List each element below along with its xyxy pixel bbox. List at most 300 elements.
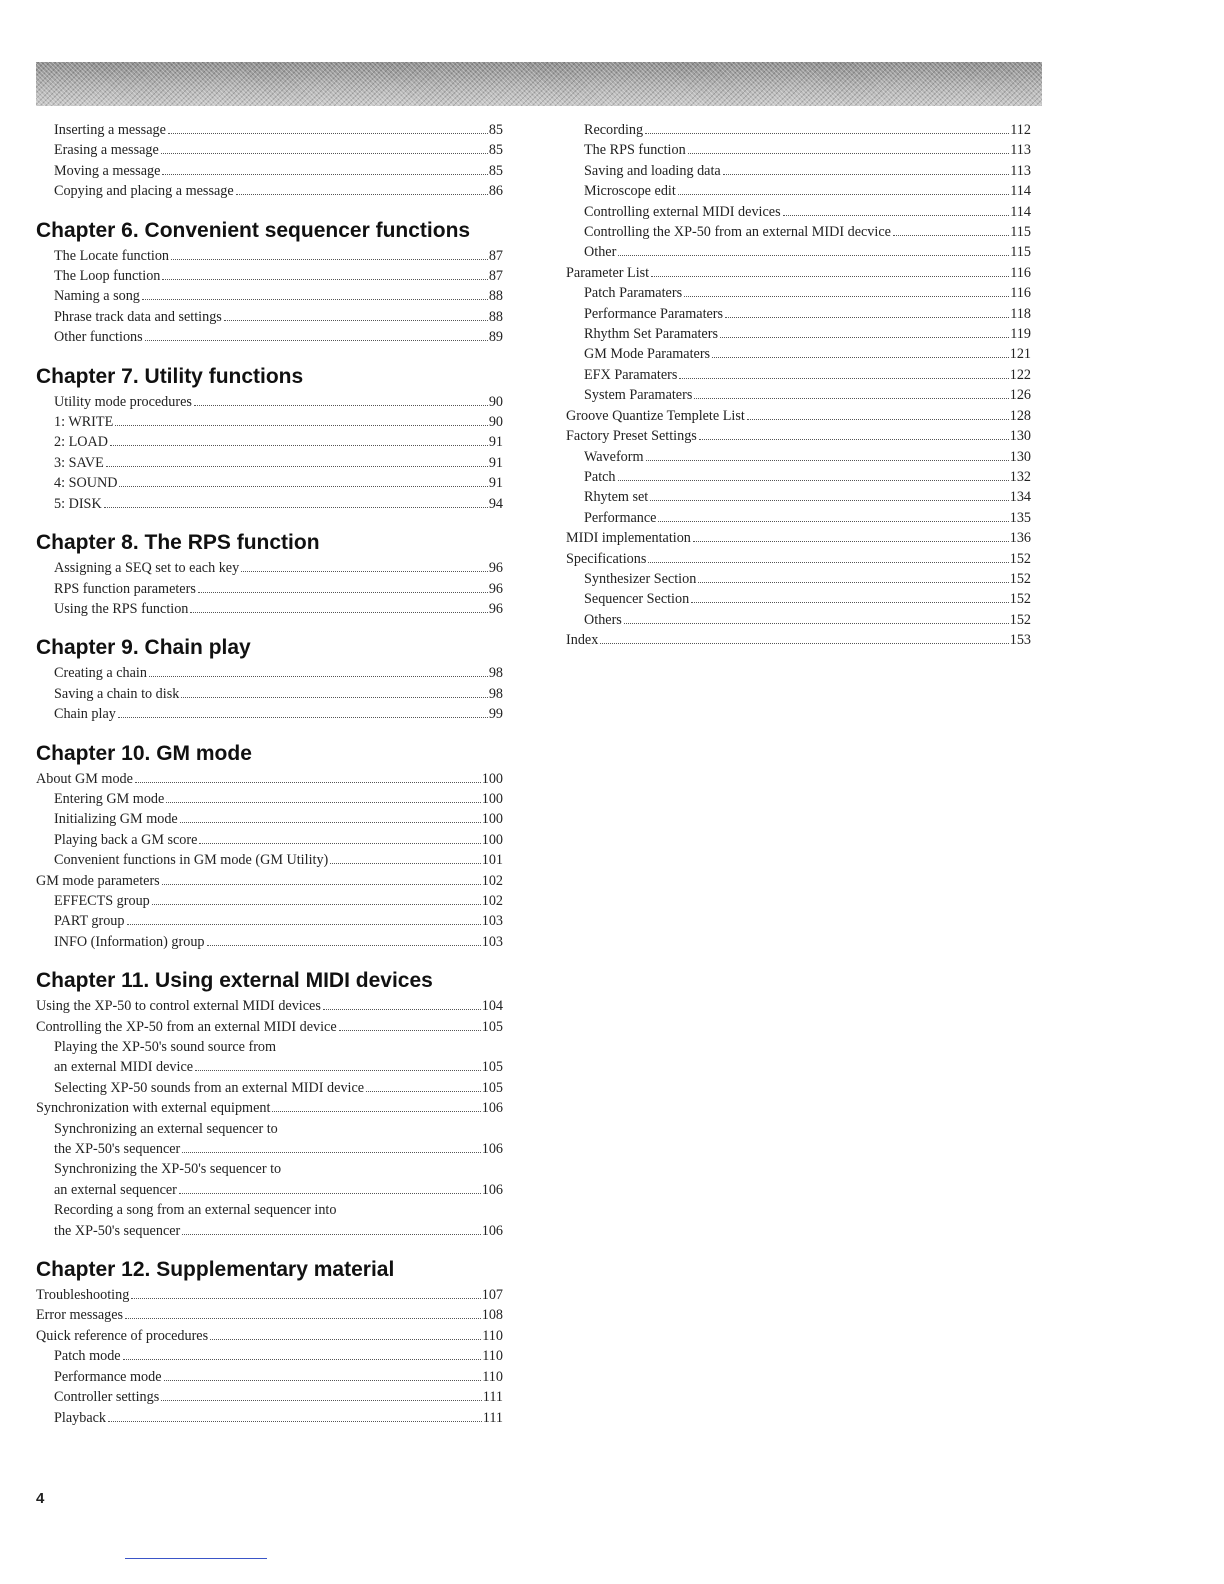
toc-entry-page: 105 [481, 1018, 503, 1035]
toc-entry-title: an external sequencer [54, 1181, 177, 1198]
toc-entry-page: 106 [481, 1181, 503, 1198]
page-number: 4 [36, 1490, 45, 1507]
header-bar [36, 62, 1042, 106]
toc-entry-page: 100 [481, 811, 503, 828]
toc-entry-title: Recording a song from an external sequencer into [54, 1202, 337, 1219]
toc-entry-title: Synchronizing an external sequencer to [54, 1120, 278, 1137]
toc-entry[interactable] [36, 1098, 503, 1118]
toc-entry[interactable] [566, 447, 1031, 467]
dot-leader [180, 822, 481, 823]
dot-leader [190, 612, 487, 613]
toc-entry-title: RPS function parameters [54, 580, 196, 597]
toc-entry[interactable] [566, 630, 1031, 650]
toc-entry[interactable] [36, 1078, 503, 1098]
toc-entry-title: Initializing GM mode [54, 811, 178, 828]
toc-entry-title: Rhythm Set Paramaters [584, 326, 718, 343]
toc-entry-page: 113 [1010, 162, 1031, 179]
toc-entry[interactable] [566, 487, 1031, 507]
toc-entry-page: 96 [488, 560, 503, 577]
toc-entry-title: Synchronizing the XP-50's sequencer to [54, 1161, 282, 1178]
chapter-heading-chapter-6-convenient-sequencer-functions: Chapter 6. Convenient sequencer functions [36, 218, 471, 242]
toc-entry-page: 128 [1009, 407, 1031, 424]
dot-leader [149, 676, 488, 677]
dot-leader [161, 153, 488, 154]
toc-entry-title: Patch Paramaters [584, 285, 683, 302]
dot-leader [330, 863, 480, 864]
toc-entry-title: GM Mode Paramaters [584, 346, 711, 363]
toc-entry[interactable] [36, 769, 503, 789]
toc-entry-page: 106 [481, 1141, 503, 1158]
dot-leader [678, 194, 1009, 195]
dot-leader [142, 299, 488, 300]
dot-leader [236, 194, 488, 195]
dot-leader [241, 571, 488, 572]
toc-entry-title: Playback [54, 1409, 107, 1426]
dot-leader [893, 235, 1009, 236]
toc-entry-page: 94 [488, 495, 503, 512]
toc-entry[interactable] [36, 432, 503, 452]
toc-entry-title: Parameter List [566, 264, 650, 281]
toc-entry-page: 86 [488, 183, 503, 200]
toc-entry-title: Phrase track data and settings [54, 308, 222, 325]
toc-entry-title: About GM mode [36, 770, 133, 787]
toc-entry[interactable] [36, 1367, 503, 1387]
chapter-heading-chapter-7-utility-functions: Chapter 7. Utility functions [36, 364, 304, 388]
dot-leader [166, 802, 480, 803]
toc-entry-title: an external MIDI device [54, 1059, 194, 1076]
toc-entry[interactable] [36, 558, 503, 578]
dot-leader [648, 562, 1008, 563]
dot-leader [712, 357, 1009, 358]
toc-entry-title: Recording [584, 122, 644, 138]
toc-entry[interactable] [36, 181, 503, 201]
dot-leader [131, 1298, 480, 1299]
toc-entry[interactable] [566, 222, 1031, 242]
toc-entry-page: 152 [1009, 611, 1031, 628]
dot-leader [168, 133, 488, 134]
toc-entry[interactable] [566, 344, 1031, 364]
toc-entry-title: the XP-50's sequencer [54, 1222, 181, 1239]
dot-leader [127, 924, 481, 925]
toc-entry[interactable] [36, 1305, 503, 1325]
toc-entry[interactable] [36, 704, 503, 724]
toc-entry-page: 90 [488, 393, 503, 410]
toc-entry-title: Performance [584, 509, 657, 526]
toc-entry-title: Controlling the XP-50 from an external MIDI device [36, 1018, 337, 1035]
toc-entry[interactable] [36, 579, 503, 599]
toc-entry-title: Chain play [54, 706, 116, 723]
toc-entry-page: 101 [481, 852, 503, 869]
toc-entry-page: 112 [1010, 122, 1031, 138]
dot-leader [272, 1111, 480, 1112]
dot-leader [162, 174, 487, 175]
toc-entry-title: EFX Paramaters [584, 366, 678, 383]
toc-entry-title: 4: SOUND [54, 475, 118, 492]
toc-entry-page: 85 [488, 142, 503, 159]
toc-entry-page: 134 [1009, 489, 1031, 506]
toc-entry[interactable] [566, 283, 1031, 303]
toc-entry[interactable] [566, 161, 1031, 181]
toc-entry-page: 90 [488, 414, 503, 431]
dot-leader [618, 255, 1009, 256]
toc-entry[interactable] [36, 1037, 503, 1057]
dot-leader [106, 466, 488, 467]
toc-entry-title: 5: DISK [54, 495, 102, 512]
toc-entry[interactable] [36, 911, 503, 931]
toc-entry-title: Playing the XP-50's sound source from [54, 1039, 277, 1055]
toc-entry-page: 119 [1010, 326, 1031, 343]
dot-leader [181, 697, 488, 698]
toc-entry-page: 88 [488, 288, 503, 305]
toc-entry-title: Using the XP-50 to control external MIDI devices [36, 998, 321, 1015]
toc-entry-title: Controller settings [54, 1389, 160, 1406]
chapter-heading-chapter-9-chain-play: Chapter 9. Chain play [36, 636, 251, 660]
toc-entry-page: 111 [482, 1409, 503, 1426]
toc-entry[interactable] [36, 1159, 503, 1179]
toc-entry[interactable] [36, 473, 503, 493]
dot-leader [161, 1400, 482, 1401]
dot-leader [119, 486, 487, 487]
toc-entry-page: 114 [1010, 203, 1031, 220]
toc-entry-title: Other functions [54, 329, 143, 346]
toc-entry[interactable] [36, 1119, 503, 1139]
toc-entry-page: 88 [488, 308, 503, 325]
toc-entry[interactable] [36, 1326, 503, 1346]
toc-entry-page: 108 [481, 1307, 503, 1324]
toc-entry-title: Using the RPS function [54, 600, 189, 617]
chapter-heading-chapter-8-the-rps-function: Chapter 8. The RPS function [36, 531, 320, 555]
dot-leader [720, 337, 1009, 338]
toc-entry[interactable] [566, 610, 1031, 630]
toc-entry[interactable] [36, 1057, 503, 1077]
toc-entry-page: 87 [488, 268, 503, 285]
chapter-heading-chapter-10-gm-mode: Chapter 10. GM mode [36, 741, 252, 765]
toc-entry-page: 91 [488, 454, 503, 471]
dot-leader [624, 623, 1009, 624]
dot-leader [123, 1359, 482, 1360]
chapter-heading-chapter-12-supplementary-material: Chapter 12. Supplementary material [36, 1258, 395, 1282]
dot-leader [783, 215, 1010, 216]
toc-entry-page: 96 [488, 580, 503, 597]
toc-entry-title: Playing back a GM score [54, 831, 198, 848]
toc-entry-title: Other [584, 244, 617, 261]
toc-entry[interactable] [566, 202, 1031, 222]
toc-entry-page: 113 [1010, 142, 1031, 159]
toc-entry[interactable] [566, 181, 1031, 201]
toc-entry-page: 105 [481, 1079, 503, 1096]
toc-entry[interactable] [36, 1200, 503, 1220]
dot-leader [688, 153, 1010, 154]
toc-entry[interactable] [36, 392, 503, 412]
toc-entry-page: 115 [1010, 244, 1031, 261]
toc-entry[interactable] [566, 263, 1031, 283]
toc-entry[interactable] [36, 684, 503, 704]
dot-leader [645, 133, 1009, 134]
dot-leader [693, 541, 1009, 542]
toc-entry-title: Creating a chain [54, 665, 147, 682]
toc-entry-title: Assigning a SEQ set to each key [54, 560, 240, 577]
toc-entry-title: The Loop function [54, 268, 161, 285]
toc-entry[interactable] [36, 266, 503, 286]
dot-leader [725, 317, 1009, 318]
toc-entry-title: Erasing a message [54, 142, 159, 159]
toc-entry[interactable] [36, 120, 503, 140]
toc-entry-title: Specifications [566, 550, 647, 567]
toc-entry-page: 126 [1009, 387, 1031, 404]
toc-entry-page: 104 [481, 998, 503, 1015]
toc-entry[interactable] [36, 932, 503, 952]
toc-entry-title: the XP-50's sequencer [54, 1141, 181, 1158]
dot-leader [179, 1193, 481, 1194]
dot-leader [658, 521, 1008, 522]
toc-entry[interactable] [36, 286, 503, 306]
dot-leader [108, 1421, 482, 1422]
toc-entry-title: Sequencer Section [584, 591, 690, 608]
toc-entry-page: 102 [481, 892, 503, 909]
toc-entry-page: 153 [1009, 632, 1031, 649]
toc-entry[interactable] [36, 1285, 503, 1305]
toc-entry-title: Naming a song [54, 288, 140, 305]
dot-leader [723, 174, 1010, 175]
toc-entry-title: Performance Paramaters [584, 305, 724, 322]
toc-entry-title: Inserting a message [54, 122, 166, 138]
toc-entry-title: Controlling the XP-50 from an external MIDI decvice [584, 224, 891, 241]
dot-leader [618, 480, 1009, 481]
toc-entry-page: 121 [1009, 346, 1031, 363]
dot-leader [118, 717, 488, 718]
toc-entry[interactable] [36, 663, 503, 683]
dot-leader [182, 1152, 480, 1153]
dot-leader [162, 279, 487, 280]
toc-entry-title: Waveform [584, 448, 644, 465]
toc-entry[interactable] [36, 246, 503, 266]
toc-entry[interactable] [566, 549, 1031, 569]
toc-entry[interactable] [36, 891, 503, 911]
toc-entry-title: Performance mode [54, 1368, 162, 1385]
toc-entry[interactable] [36, 1017, 503, 1037]
toc-entry-page: 102 [481, 872, 503, 889]
dot-leader [747, 419, 1009, 420]
toc-entry[interactable] [566, 242, 1031, 262]
dot-leader [152, 904, 481, 905]
toc-entry-title: Index [566, 632, 599, 649]
toc-left-column [36, 120, 503, 1428]
dot-leader [207, 945, 481, 946]
toc-entry-page: 89 [488, 329, 503, 346]
dot-leader [679, 378, 1008, 379]
toc-entry-page: 132 [1009, 468, 1031, 485]
dot-leader [684, 296, 1009, 297]
dot-leader [125, 1318, 481, 1319]
toc-entry-title: Synthesizer Section [584, 570, 697, 587]
toc-entry-title: Error messages [36, 1307, 124, 1324]
dot-leader [323, 1009, 481, 1010]
toc-entry-page: 152 [1009, 591, 1031, 608]
toc-entry[interactable] [36, 494, 503, 514]
toc-entry-page: 85 [488, 162, 503, 179]
toc-entry-title: Synchronization with external equipment [36, 1100, 271, 1117]
dot-leader [164, 1380, 482, 1381]
toc-entry-title: INFO (Information) group [54, 933, 205, 950]
toc-entry-title: Patch mode [54, 1348, 121, 1365]
toc-entry-title: Quick reference of procedures [36, 1327, 209, 1344]
dot-leader [198, 592, 488, 593]
toc-entry-title: Copying and placing a message [54, 183, 234, 200]
toc-entry-page: 110 [482, 1327, 503, 1344]
toc-entry-page: 99 [488, 706, 503, 723]
toc-entry[interactable] [36, 830, 503, 850]
toc-entry-page: 98 [488, 685, 503, 702]
toc-entry-page: 130 [1009, 428, 1031, 445]
toc-entry-title: Moving a message [54, 162, 161, 179]
toc-entry[interactable] [36, 453, 503, 473]
toc-entry-page: 100 [481, 831, 503, 848]
dot-leader [162, 884, 481, 885]
toc-entry-page: 130 [1009, 448, 1031, 465]
toc-entry-page: 106 [481, 1100, 503, 1117]
toc-entry[interactable] [566, 406, 1031, 426]
dot-leader [651, 276, 1009, 277]
toc-entry-title: GM mode parameters [36, 872, 160, 889]
toc-entry-title: Selecting XP-50 sounds from an external MIDI device [54, 1079, 365, 1096]
toc-entry[interactable] [566, 528, 1031, 548]
toc-entry[interactable] [36, 1139, 503, 1159]
chapter-heading-chapter-11-using-external-midi-devices: Chapter 11. Using external MIDI devices [36, 969, 433, 993]
toc-entry-title: Factory Preset Settings [566, 428, 697, 445]
toc-entry-page: 118 [1010, 305, 1031, 322]
toc-entry-page: 96 [488, 600, 503, 617]
toc-entry-page: 152 [1009, 550, 1031, 567]
dot-leader [646, 460, 1009, 461]
toc-entry-page: 116 [1010, 285, 1031, 302]
toc-entry-page: 136 [1009, 530, 1031, 547]
dot-leader [104, 507, 488, 508]
toc-entry[interactable] [566, 120, 1031, 140]
dot-leader [224, 320, 488, 321]
toc-entry[interactable] [36, 412, 503, 432]
dot-leader [339, 1030, 481, 1031]
toc-entry-title: MIDI implementation [566, 530, 691, 547]
toc-entry[interactable] [36, 809, 503, 829]
toc-entry[interactable] [566, 467, 1031, 487]
toc-entry-title: Utility mode procedures [54, 393, 192, 410]
dot-leader [135, 782, 481, 783]
toc-entry-page: 91 [488, 475, 503, 492]
toc-entry[interactable] [36, 1387, 503, 1407]
toc-entry-page: 111 [482, 1389, 503, 1406]
toc-entry[interactable] [36, 789, 503, 809]
toc-entry-page: 100 [481, 790, 503, 807]
toc-entry[interactable] [566, 365, 1031, 385]
toc-entry-page: 114 [1010, 183, 1031, 200]
dot-leader [698, 582, 1008, 583]
dot-leader [600, 643, 1008, 644]
dot-leader [182, 1234, 480, 1235]
toc-entry[interactable] [566, 426, 1031, 446]
toc-entry-page: 135 [1009, 509, 1031, 526]
dot-leader [366, 1091, 481, 1092]
toc-entry-title: EFFECTS group [54, 892, 150, 909]
toc-entry-title: Saving a chain to disk [54, 685, 180, 702]
toc-entry-title: Convenient functions in GM mode (GM Utility) [54, 852, 329, 869]
toc-entry[interactable] [36, 599, 503, 619]
toc-entry-title: PART group [54, 913, 125, 930]
toc-entry-title: 3: SAVE [54, 454, 104, 471]
toc-entry-page: 152 [1009, 570, 1031, 587]
toc-entry-page: 110 [482, 1348, 503, 1365]
toc-entry-title: Controlling external MIDI devices [584, 203, 781, 220]
toc-entry[interactable] [36, 871, 503, 891]
toc-entry-page: 116 [1010, 264, 1031, 281]
dot-leader [194, 405, 488, 406]
toc-entry-page: 91 [488, 434, 503, 451]
toc-entry[interactable] [36, 1221, 503, 1241]
toc-entry[interactable] [566, 140, 1031, 160]
dot-leader [195, 1070, 481, 1071]
toc-entry[interactable] [36, 161, 503, 181]
toc-entry-title: Microscope edit [584, 183, 676, 200]
toc-entry-title: The RPS function [584, 142, 686, 159]
dot-leader [145, 340, 488, 341]
dot-leader [210, 1339, 481, 1340]
toc-entry-title: System Paramaters [584, 387, 693, 404]
toc-entry-page: 110 [482, 1368, 503, 1385]
toc-entry-page: 107 [481, 1287, 503, 1304]
toc-entry-title: Saving and loading data [584, 162, 721, 179]
toc-entry[interactable] [36, 996, 503, 1016]
toc-entry-title: Rhytem set [584, 489, 649, 506]
dot-leader [115, 425, 488, 426]
toc-entry[interactable] [566, 569, 1031, 589]
toc-entry-title: 1: WRITE [54, 414, 114, 431]
toc-entry-page: 115 [1010, 224, 1031, 241]
dot-leader [171, 259, 488, 260]
toc-entry-page: 100 [481, 770, 503, 787]
toc-entry-page: 103 [481, 913, 503, 930]
toc-entry-title: Groove Quantize Templete List [566, 407, 745, 424]
toc-entry[interactable] [566, 589, 1031, 609]
toc-entry[interactable] [36, 1180, 503, 1200]
toc-entry[interactable] [36, 307, 503, 327]
toc-entry-title: Entering GM mode [54, 790, 165, 807]
toc-entry-page: 85 [488, 122, 503, 138]
toc-right-column [566, 120, 1031, 651]
toc-entry[interactable] [36, 850, 503, 870]
toc-entry-page: 98 [488, 665, 503, 682]
dot-leader [650, 500, 1008, 501]
toc-entry[interactable] [36, 1408, 503, 1428]
toc-entry-page: 122 [1009, 366, 1031, 383]
toc-entry[interactable] [36, 1346, 503, 1366]
toc-entry-title: 2: LOAD [54, 434, 108, 451]
toc-entry-title: Troubleshooting [36, 1287, 130, 1304]
toc-entry[interactable] [566, 385, 1031, 405]
dot-leader [694, 398, 1008, 399]
toc-entry-page: 87 [488, 247, 503, 264]
dot-leader [691, 602, 1009, 603]
toc-entry[interactable] [566, 508, 1031, 528]
toc-entry[interactable] [566, 324, 1031, 344]
toc-entry-title: The Locate function [54, 247, 170, 264]
toc-entry-title: Patch [584, 468, 616, 485]
toc-entry[interactable] [566, 304, 1031, 324]
dot-leader [110, 445, 488, 446]
toc-entry-page: 106 [481, 1222, 503, 1239]
toc-entry[interactable] [36, 140, 503, 160]
dot-leader [199, 843, 480, 844]
toc-entry-title: Others [584, 611, 622, 628]
toc-entry[interactable] [36, 327, 503, 347]
